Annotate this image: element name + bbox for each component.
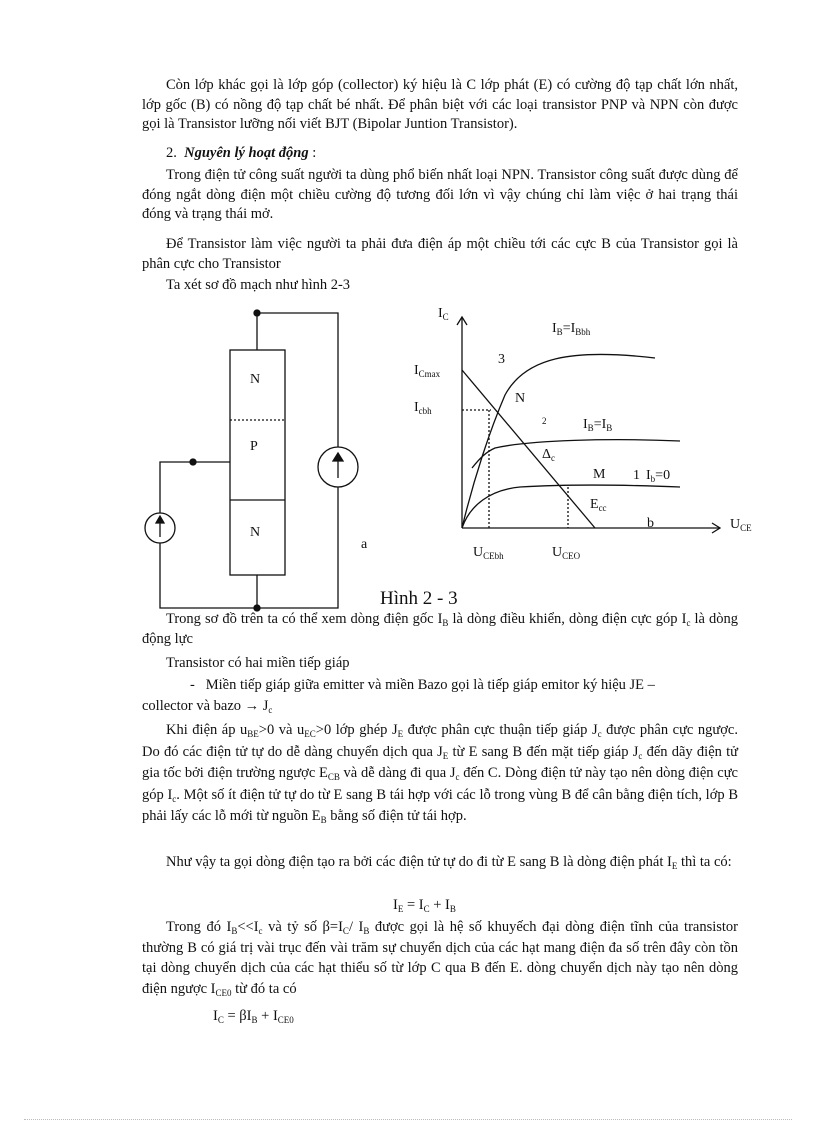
curve-ib-zero-label: 1 $I_b=0$ [633, 468, 671, 484]
equation-ie: $I_E = I_C + I_B$ [393, 897, 456, 914]
layer-p: P [250, 439, 258, 454]
curve-number-2: 2 [542, 416, 547, 426]
axis-uce-label: $U_{CE}$ [730, 517, 752, 533]
point-m-label: M [593, 467, 606, 482]
load-line [462, 370, 595, 528]
layer-n-top: N [250, 372, 261, 387]
equation-ic: $I_C = \beta I_B + I_{CE0}$ [213, 1008, 294, 1025]
bullet-junction: - Miền tiếp giáp giữa emitter và miền Bazo gọi là tiếp giáp emitor ký hiệu JE – [190, 677, 655, 693]
paragraph-figure-ref: Ta xét sơ đồ mạch như hình 2-3 [166, 277, 351, 293]
curve-ib-label: $I_B=I_B$ [583, 417, 613, 433]
paragraph-collector-intro: Còn lớp khác gọi là lớp góp (collector) ký hiệu là C lớp phát (E) có cường độ tạp chất lớn nhất, lớp gốc (B) có nồng độ tạp chất bé nhất. Để phân biệt với các loại transistor PNP và NPN còn được gọi là Transistor lưỡng nối viết BJT (Bipolar Juntion Transistor). [142, 77, 738, 132]
paragraph-operation: Trong điện tử công suất người ta dùng phổ biến nhất loại NPN. Transistor công suất được dùng để đóng ngắt dòng điện một chiều cường độ tương đối lớn vì vậy chúng chỉ làm việc ở hai trạng thái đóng và trạng thái mở. [142, 167, 738, 222]
base-node-dot [190, 459, 196, 465]
uce-o-label: $U_{CEO}$ [552, 545, 581, 561]
delta-c-label: $\Delta_c$ [542, 447, 556, 463]
collector-node-dot [254, 310, 260, 316]
output-characteristics-graph [414, 306, 752, 561]
point-b-label: b [647, 516, 654, 531]
paragraph-electron-flow: Khi điện áp $u_{BE}>0$ và $u_{EC}>0$ lớp ghép $J_E$ được phân cực thuận tiếp giáp $J_c$ được phân cực ngược. Do đó các điện tử tự do dễ dàng chuyển dịch qua $J_E$ từ E sang B đến mặt tiếp giáp $J_c$ đến dãy điện tử gia tốc bởi điện trường ngược $E_{CB}$ và dễ dàng đi qua $J_c$ đến C. Dòng điện tử này tạo nên dòng điện cực góp $I_c$. Một số ít điện tử tự do từ E sang B tái hợp với các lỗ trong vùng B để cân bằng điện tích, lớp B phải lấy các lỗ mới từ nguồn $E_B$ bằng số điện tử tái hợp. [142, 722, 738, 825]
axis-ic-label: $I_C$ [438, 306, 449, 322]
ic-max-label: $I_{Cmax}$ [414, 363, 441, 379]
section-number: 2. [166, 145, 177, 161]
layer-n-bottom: N [250, 525, 261, 540]
collector-source-arrowhead-icon [333, 453, 343, 461]
curve-ib [472, 440, 680, 468]
paragraph-control-current: Trong sơ đồ trên ta có thể xem dòng điện gốc $I_B$ là dòng điều khiển, dòng điện cực góp $I_c$ là dòng động lực [142, 611, 739, 647]
transistor-circuit [145, 310, 358, 611]
ic-bh-label: $I_{cbh}$ [414, 400, 432, 416]
paragraph-bias: Để Transistor làm việc người ta phải đưa điện áp một chiều tới các cực B của Transistor gọi là phân cực cho Transistor [142, 236, 738, 272]
figure-caption: Hình 2 - 3 [380, 588, 458, 609]
paragraph-emitter-current: Như vậy ta gọi dòng điện tạo ra bởi các điện tử tự do đi từ E sang B là dòng điện phát $I_E$ thì ta có: [166, 854, 732, 871]
collector-wire [257, 313, 338, 447]
curve-ib-bh-label: $I_B=I_{Bbh}$ [552, 321, 591, 337]
bullet-junction-cont: collector và bazo → $J_c$ [142, 698, 273, 715]
uce-bh-label: $U_{CEbh}$ [473, 545, 504, 561]
section-title: Nguyên lý hoạt động [184, 145, 309, 161]
page-bottom-rule [24, 1119, 792, 1120]
figure-label-a: a [361, 537, 368, 552]
paragraph-junctions: Transistor có hai miền tiếp giáp [166, 655, 350, 671]
emitter-wire [257, 487, 338, 608]
point-n-label: N [515, 391, 526, 406]
paragraph-beta: Trong đó $I_B<<I_c$ và tỷ số $\beta=I_C/$ $I_B$ được gọi là hệ số khuyếch đại dòng điện tĩnh của transistor thường B có giá trị vài trục đến vài trăm sự chuyển dịch của các hạt mang điện đa số trên đây còn tồn tại dòng chuyển dịch của các hạt thiểu số từ lớp C qua B đến E. dòng chuyển dịch này tạo nên dòng điện ngược $I_{CE0}$ từ đó ta có [142, 919, 739, 998]
ecc-label: $E_{cc}$ [590, 497, 607, 513]
section-colon: : [312, 145, 317, 161]
base-wire [160, 462, 230, 513]
base-source-arrowhead-icon [156, 516, 164, 523]
curve-number-3: 3 [498, 352, 505, 367]
